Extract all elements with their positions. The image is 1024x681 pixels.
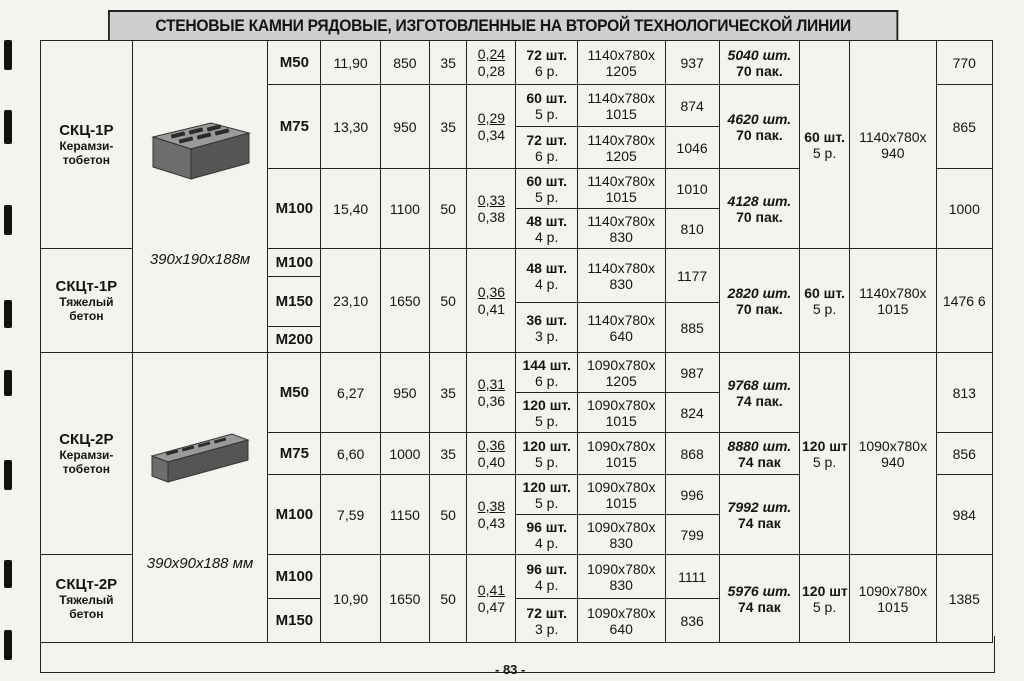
pack-mass-cell: 1177 [665,249,719,303]
pack-pieces-cell: 48 шт. 4 р. [516,249,578,303]
pack-dim-cell: 1140х780х 1205 [577,41,665,85]
pack-dim-cell: 1090х780х 1015 [577,393,665,433]
last-value-cell: 1000 [936,169,992,249]
density-cell: 1650 [380,249,429,353]
pack-mass-cell: 1111 [665,555,719,599]
truck-load-cell: 5040 шт. 70 пак. [719,41,799,85]
pack-dim-cell: 1090х780х 1015 [577,433,665,475]
frost-cell: 35 [429,353,467,433]
frost-cell: 50 [429,169,467,249]
pack-dim-cell: 1140х780х 830 [577,209,665,249]
pallet-dim-cell: 1140х780х 940 [850,41,937,249]
weight-cell: 23,10 [321,249,380,353]
pack-pieces-cell: 60 шт. 5 р. [516,85,578,127]
density-cell: 1100 [380,169,429,249]
pack-dim-cell: 1090х780х 830 [577,555,665,599]
pack-pieces-cell: 120 шт. 5 р. [516,393,578,433]
conductivity-cell: $\frac{0,31}{0,36}$ [467,353,516,433]
pack-dim-cell: 1140х780х 1015 [577,85,665,127]
pack-dim-cell: 1090х780х 1205 [577,353,665,393]
table-row [41,353,993,393]
pack-pieces-cell: 60 шт. 5 р. [516,169,578,209]
weight-cell: 7,59 [321,475,380,555]
conductivity-cell: $\frac{0,38}{0,43}$ [467,475,516,555]
pack-pieces-cell: 120 шт. 5 р. [516,475,578,515]
conductivity-cell: $\frac{0,29}{0,34}$ [467,85,516,169]
pack-dim-cell: 1090х780х 830 [577,515,665,555]
pallet-dim-cell: 1140х780х 1015 [850,249,937,353]
page-number: - 83 - [495,662,526,677]
table-row [41,249,993,277]
pack-dim-cell: 1140х780х 1015 [577,169,665,209]
frost-cell: 50 [429,249,467,353]
pallet-dim-cell: 1090х780х 1015 [850,555,937,643]
last-value-cell: 865 [936,85,992,169]
hollow-block-large-icon [145,109,255,181]
pack-mass-cell: 987 [665,353,719,393]
pack-dim-cell: 1140х780х 1205 [577,127,665,169]
pack-mass-cell: 1046 [665,127,719,169]
grade-cell: М150 [268,599,321,643]
conductivity-cell: $\frac{0,36}{0,40}$ [467,433,516,475]
pack-dim-cell: 1140х780х 640 [577,303,665,353]
pack-mass-cell: 937 [665,41,719,85]
pack-mass-cell: 810 [665,209,719,249]
truck-load-cell: 5976 шт. 74 пак [719,555,799,643]
weight-cell: 10,90 [321,555,380,643]
grade-cell: М150 [268,277,321,327]
weight-cell: 6,60 [321,433,380,475]
pack-pieces-cell: 72 шт. 3 р. [516,599,578,643]
pack-dim-cell: 1090х780х 1015 [577,475,665,515]
page-title: СТЕНОВЫЕ КАМНИ РЯДОВЫЕ, ИЗГОТОВЛЕННЫЕ НА ВТОРОЙ ТЕХНОЛОГИЧЕСКОЙ ЛИНИИ [108,10,898,40]
last-value-cell: 856 [936,433,992,475]
grade-cell: М100 [268,555,321,599]
pack-pieces-cell: 72 шт. 6 р. [516,41,578,85]
pack-pieces-cell: 120 шт. 5 р. [516,433,578,475]
pack-pieces-cell: 96 шт. 4 р. [516,555,578,599]
last-value-cell: 1476 6 [936,249,992,353]
grade-cell: М100 [268,249,321,277]
pack-mass-cell: 996 [665,475,719,515]
grade-cell: М75 [268,433,321,475]
frost-cell: 35 [429,85,467,169]
product-name-cell: СКЦт-2Р Тяжелый бетон [41,555,133,643]
pallet-pieces-cell: 60 шт. 5 р. [800,41,850,249]
truck-load-cell: 7992 шт. 74 пак [719,475,799,555]
pallet-pieces-cell: 60 шт. 5 р. [800,249,850,353]
density-cell: 1650 [380,555,429,643]
product-name-cell: СКЦт-1Р Тяжелый бетон [41,249,133,353]
density-cell: 1150 [380,475,429,555]
block-image-cell [132,353,268,555]
grade-cell: М100 [268,475,321,555]
pack-dim-cell: 1140х780х 830 [577,249,665,303]
pallet-pieces-cell: 120 шт 5 р. [800,353,850,555]
product-name-cell: СКЦ-2Р Керамзи-тобетон [41,353,133,555]
pallet-dim-cell: 1090х780х 940 [850,353,937,555]
truck-load-cell: 4620 шт. 70 пак. [719,85,799,169]
product-name-cell: СКЦ-1Р Керамзи-тобетон [41,41,133,249]
weight-cell: 11,90 [321,41,380,85]
conductivity-cell: $\frac{0,33}{0,38}$ [467,169,516,249]
frost-cell: 50 [429,475,467,555]
conductivity-cell: $\frac{0,24}{0,28}$ [467,41,516,85]
pack-pieces-cell: 48 шт. 4 р. [516,209,578,249]
block-image-cell [132,41,268,249]
pack-pieces-cell: 144 шт. 6 р. [516,353,578,393]
frost-cell: 50 [429,555,467,643]
frost-cell: 35 [429,433,467,475]
size-label-cell: 390х90х188 мм [132,555,268,643]
truck-load-cell: 2820 шт. 70 пак. [719,249,799,353]
table-row [41,555,993,599]
last-value-cell: 813 [936,353,992,433]
pack-mass-cell: 824 [665,393,719,433]
density-cell: 950 [380,85,429,169]
density-cell: 1000 [380,433,429,475]
binder-holes [2,0,16,681]
pack-pieces-cell: 36 шт. 3 р. [516,303,578,353]
last-value-cell: 770 [936,41,992,85]
density-cell: 850 [380,41,429,85]
pack-pieces-cell: 96 шт. 4 р. [516,515,578,555]
size-label-cell: 390х190х188м [132,249,268,353]
weight-cell: 13,30 [321,85,380,169]
pack-mass-cell: 1010 [665,169,719,209]
pack-mass-cell: 868 [665,433,719,475]
last-value-cell: 984 [936,475,992,555]
weight-cell: 15,40 [321,169,380,249]
truck-load-cell: 4128 шт. 70 пак. [719,169,799,249]
truck-load-cell: 8880 шт. 74 пак [719,433,799,475]
conductivity-cell: $\frac{0,41}{0,47}$ [467,555,516,643]
pack-pieces-cell: 72 шт. 6 р. [516,127,578,169]
last-value-cell: 1385 [936,555,992,643]
hollow-block-thin-icon [144,424,256,484]
grade-cell: М75 [268,85,321,169]
frost-cell: 35 [429,41,467,85]
conductivity-cell: $\frac{0,36}{0,41}$ [467,249,516,353]
pack-dim-cell: 1090х780х 640 [577,599,665,643]
table-row [41,41,993,85]
pallet-pieces-cell: 120 шт 5 р. [800,555,850,643]
spec-table [40,40,993,643]
pack-mass-cell: 885 [665,303,719,353]
pack-mass-cell: 874 [665,85,719,127]
pack-mass-cell: 836 [665,599,719,643]
grade-cell: М50 [268,353,321,433]
pack-mass-cell: 799 [665,515,719,555]
grade-cell: М100 [268,169,321,249]
truck-load-cell: 9768 шт. 74 пак. [719,353,799,433]
density-cell: 950 [380,353,429,433]
grade-cell: М50 [268,41,321,85]
grade-cell: М200 [268,327,321,353]
weight-cell: 6,27 [321,353,380,433]
